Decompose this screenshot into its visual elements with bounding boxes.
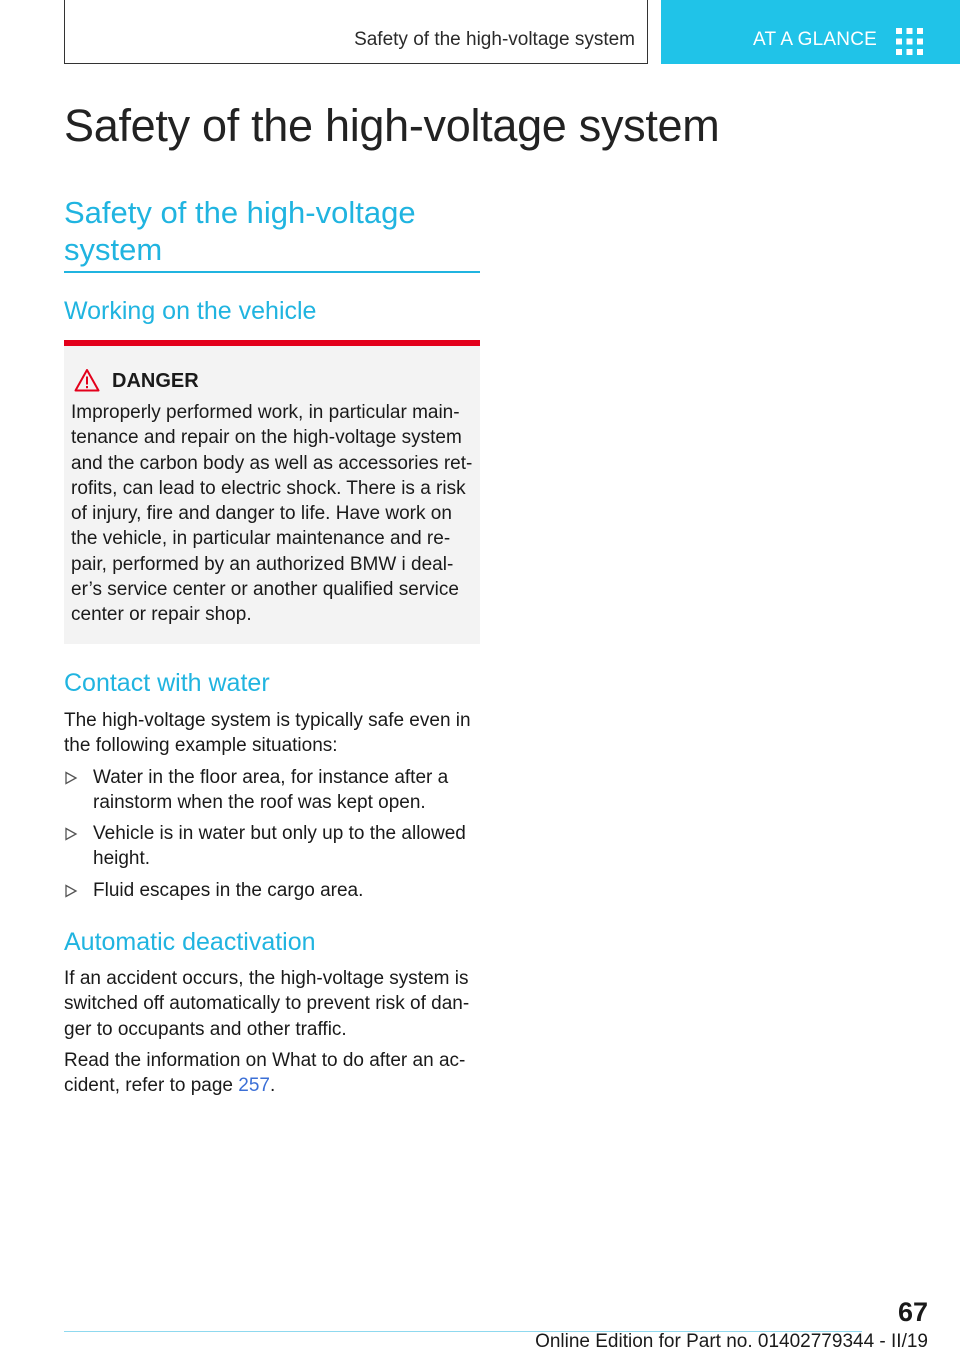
reference-suffix: .: [269, 1075, 276, 1097]
chapter-tab[interactable]: [661, 0, 960, 64]
page-number: 67: [897, 1297, 928, 1327]
subheading-working-on-vehicle: Working on the vehicle: [64, 297, 317, 325]
list-item-text: Fluid escapes in the cargo area.: [93, 880, 364, 901]
warning-triangle-icon: [74, 368, 100, 392]
section-title: Safety of the high-voltage system: [64, 195, 416, 267]
footer-edition: Online Edition for Part no. 01402779344 - II/19: [535, 1331, 928, 1352]
triangle-bullet-icon: [64, 771, 78, 785]
subheading-automatic-deactivation: Automatic deactivation: [64, 928, 316, 956]
chapter-tab-label: AT A GLANCE: [753, 29, 877, 50]
running-header-title: Safety of the high-voltage system: [354, 29, 635, 50]
deactivation-paragraph: If an accident occurs, the high-voltage system is switched off automatically to prevent risk of danger to occupants and other traffic.: [64, 968, 470, 1040]
danger-label: DANGER: [112, 370, 199, 392]
water-intro: The high-voltage system is typically safe even in the following example situations:: [64, 710, 471, 757]
page-reference-link[interactable]: 257: [238, 1075, 270, 1097]
section-divider: [64, 271, 480, 273]
danger-text: Improperly performed work, in particular maintenance and repair on the high-voltage system and the carbon body as well as accessories retrofits, can lead to electric shock. There is a risk of injury, fire and danger to life. Have work on the vehicle, in particular maintenance and repair, performed by an authorized BMW i dealer’s service center or another qualified service center or repair shop.: [71, 402, 473, 626]
reference-text: Read the information on What to do after an accident, refer to page: [64, 1050, 466, 1097]
triangle-bullet-icon: [64, 827, 78, 841]
page-title: Safety of the high-voltage system: [64, 100, 720, 151]
danger-notice: [64, 340, 480, 644]
triangle-bullet-icon: [64, 884, 78, 898]
running-header-box: [64, 0, 648, 64]
list-item-text: Vehicle is in water but only up to the allowed height.: [93, 823, 466, 870]
subheading-contact-with-water: Contact with water: [64, 669, 270, 697]
grid-icon: [896, 28, 923, 55]
accident-reference-paragraph: [64, 1048, 480, 1099]
list-item-text: Water in the floor area, for instance after a rainstorm when the roof was kept open.: [93, 767, 449, 814]
